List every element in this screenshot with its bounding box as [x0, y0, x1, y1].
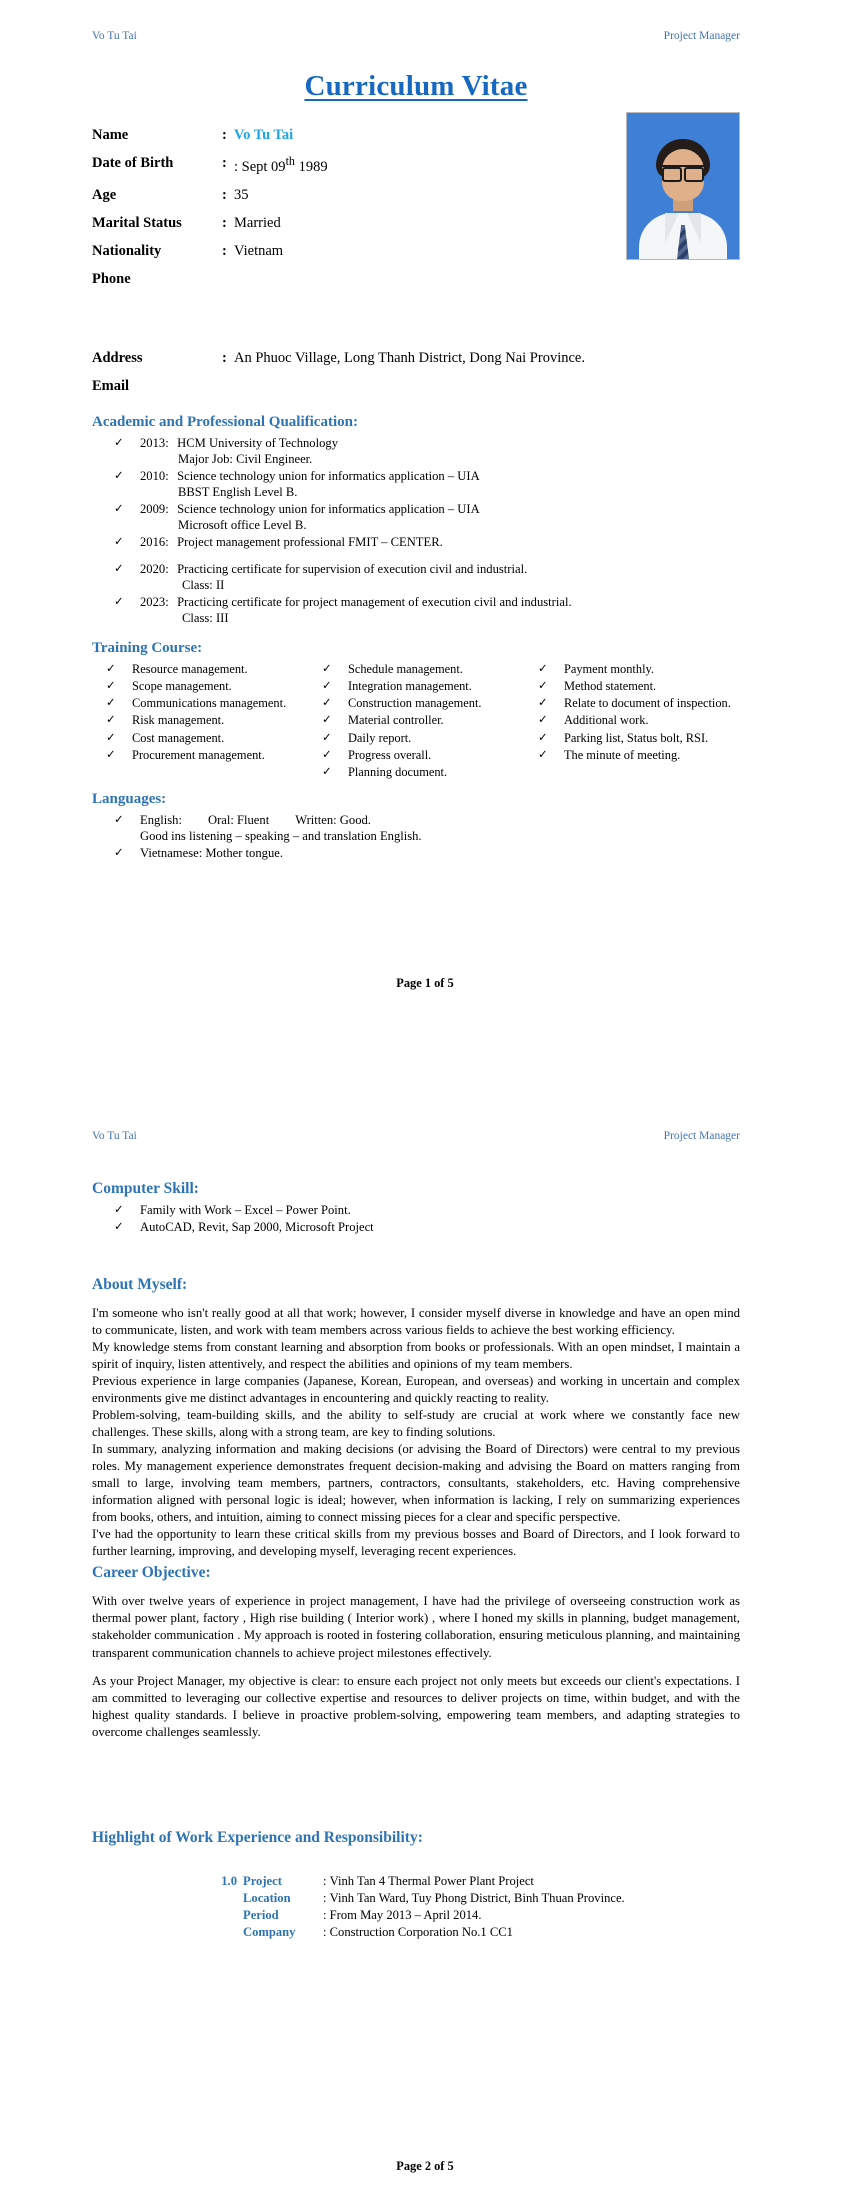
list-item — [538, 747, 740, 763]
list-item — [322, 730, 524, 746]
check-icon: ✓ — [106, 661, 116, 676]
list-item — [106, 712, 308, 728]
check-icon: ✓ — [106, 729, 116, 744]
check-icon: ✓ — [537, 661, 548, 676]
list-item — [114, 468, 740, 500]
about-myself-body — [92, 1305, 740, 1560]
info-colon: : — [222, 155, 227, 172]
document-title — [92, 70, 740, 103]
experience-value-location: : Vinh Tan Ward, Tuy Phong District, Binh Thuan Province. — [323, 1890, 625, 1905]
academic-list — [92, 435, 740, 551]
check-icon: ✓ — [114, 1219, 124, 1234]
experience-value-company: : Construction Corporation No.1 CC1 — [323, 1924, 513, 1939]
info-label-age: Age — [92, 187, 117, 204]
check-icon: ✓ — [537, 746, 548, 761]
academic-text: Project management professional FMIT – CENTER. — [177, 535, 443, 550]
certificate-class: Class: II — [182, 577, 225, 592]
experience-key-location: Location — [243, 1890, 291, 1905]
training-item-label: Resource management. — [132, 662, 248, 677]
check-icon: ✓ — [114, 1202, 124, 1216]
info-colon: : — [222, 127, 227, 143]
check-icon: ✓ — [321, 661, 332, 676]
training-item-label: Risk management. — [132, 713, 225, 728]
page-2 — [0, 1100, 850, 2200]
about-paragraph: In summary, analyzing information and making decisions (or advising the Board of Directors) were central to my previous roles. My management experience demonstrates frequent decision-making and advising the Board on matters ranging from small to large, involving team members, partners, contractors, consultants, stakeholders, etc. Having comprehensive information aligned with personal logic is ideal; however, when information is lacking, I rely on summarizing experiences from books, others, and intuition, aiming to connect missing pieces for a clear and specific perspective. — [92, 1442, 740, 1525]
info-label-marital-status: Marital Status — [92, 215, 182, 232]
academic-year: 2010: — [140, 469, 169, 484]
list-item — [106, 661, 308, 677]
training-list-1 — [92, 661, 308, 763]
check-icon: ✓ — [537, 712, 548, 727]
academic-subtext: Major Job: Civil Engineer. — [178, 451, 313, 466]
career-paragraph: With over twelve years of experience in project management, I have had the privilege of overseeing construction work as thermal power plant, factory , High rise building ( Interior work) , where I honed my skills in planning, budget management, stakeholder communication . My approach is rooted in fostering collaboration, ensuring meticulous planning, and maintaining transparent communication channels to achieve project milestones effectively. — [92, 1594, 740, 1660]
list-item — [106, 730, 308, 746]
info-label-name: Name — [92, 127, 129, 143]
check-icon: ✓ — [537, 729, 548, 744]
check-icon: ✓ — [321, 763, 332, 778]
table-row — [207, 1873, 625, 1890]
training-column-1 — [92, 661, 308, 781]
training-item-label: Method statement. — [563, 679, 657, 694]
career-paragraph: As your Project Manager, my objective is clear: to ensure each project not only meets but exceeds our client's expectations. I am committed to leveraging our collective expertise and resources to deliver projects on time, within budget, and with the highest quality standards. I believe in proactive problem-solving, empowering team members, and adapting strategies to overcome challenges seamlessly. — [92, 1673, 740, 1739]
training-item-label: Construction management. — [347, 696, 482, 711]
training-columns — [92, 661, 740, 781]
language-english — [140, 813, 371, 827]
experience-key-company: Company — [243, 1924, 296, 1939]
list-item — [106, 678, 308, 694]
list-item — [322, 712, 524, 728]
table-row — [92, 237, 532, 265]
info-value-nationality: Vietnam — [234, 243, 284, 260]
page-1-footer: Page 1 of 5 — [396, 976, 454, 990]
training-column-2 — [308, 661, 524, 781]
info-label-dob: Date of Birth — [92, 155, 174, 172]
list-item — [114, 1219, 740, 1235]
academic-year: 2013: — [140, 435, 169, 450]
check-icon: ✓ — [114, 501, 124, 516]
english-oral: Oral: Fluent — [207, 812, 270, 827]
personal-info-table — [92, 121, 532, 294]
list-item — [114, 845, 740, 861]
table-row — [92, 372, 712, 400]
experience-entry — [207, 1873, 740, 1941]
computer-skill-text: AutoCAD, Revit, Sap 2000, Microsoft Project — [140, 1220, 374, 1235]
photo-collar-right — [687, 213, 701, 243]
info-colon — [222, 372, 234, 400]
info-label-email: Email — [92, 377, 130, 394]
training-item-label: Schedule management. — [347, 662, 463, 677]
running-header-left: Vo Tu Tai — [92, 30, 137, 42]
certificate-year: 2020: — [140, 561, 169, 576]
academic-year: 2009: — [140, 502, 169, 517]
info-colon: : — [222, 187, 227, 204]
certificate-year: 2023: — [140, 594, 169, 609]
list-item — [106, 695, 308, 711]
check-icon: ✓ — [114, 593, 124, 608]
check-icon: ✓ — [114, 560, 124, 575]
info-value-age: 35 — [234, 187, 249, 204]
photo-collar-left — [665, 213, 679, 243]
list-item — [114, 534, 740, 550]
english-written: Written: Good. — [295, 812, 371, 827]
training-column-3 — [524, 661, 740, 781]
training-item-label: The minute of meeting. — [563, 747, 681, 762]
training-item-label: Daily report. — [347, 730, 412, 745]
certificate-class: Class: III — [182, 610, 229, 625]
academic-subtext: BBST English Level B. — [178, 485, 298, 500]
list-item — [538, 661, 740, 677]
training-item-label: Parking list, Status bolt, RSI. — [563, 730, 709, 745]
list-item — [114, 435, 740, 467]
certificate-list — [92, 561, 740, 626]
academic-text: HCM University of Technology — [177, 435, 338, 450]
about-paragraph: I'm someone who isn't really good at all that work; however, I consider myself diverse in knowledge and have an open mind to communicate, listen, and work with team members across various fields to achieve the best working efficiency. — [92, 1306, 740, 1338]
english-label: English: — [140, 812, 182, 827]
section-heading-languages: Languages: — [92, 790, 167, 807]
experience-table — [207, 1873, 625, 1941]
table-row — [92, 149, 532, 181]
list-item — [538, 712, 740, 728]
info-value-address: An Phuoc Village, Long Thanh District, Dong Nai Province. — [234, 349, 585, 366]
glasses-icon — [661, 165, 705, 179]
check-icon: ✓ — [114, 845, 124, 860]
list-item — [114, 594, 740, 626]
info-colon — [222, 265, 234, 293]
about-paragraph: Previous experience in large companies (Japanese, Korean, European, and overseas) and working in uncertain and complex environments give me distinct advantages in encountering and quickly reacting to reality. — [92, 1374, 740, 1406]
academic-text: Science technology union for informatics application – UIA — [177, 502, 480, 517]
training-item-label: Relate to document of inspection. — [563, 696, 731, 711]
check-icon: ✓ — [106, 746, 116, 761]
page-2-footer: Page 2 of 5 — [396, 2159, 454, 2173]
experience-number: 1.0 — [221, 1873, 237, 1888]
training-list-2 — [308, 661, 524, 780]
about-paragraph: My knowledge stems from constant learning and absorption from books or professionals. With an open mindset, I maintain a spirit of inquiry, listen attentively, and respect the abilities and opinions of my team members. — [92, 1340, 740, 1372]
training-item-label: Planning document. — [347, 764, 448, 779]
list-item — [322, 695, 524, 711]
experience-key-project: Project — [243, 1873, 282, 1888]
academic-year: 2016: — [140, 535, 169, 550]
table-row — [207, 1907, 625, 1924]
section-heading-about-myself: About Myself: — [92, 1276, 188, 1294]
info-colon: : — [222, 349, 227, 366]
document-title-text: Curriculum Vitae — [304, 70, 528, 102]
list-item — [538, 695, 740, 711]
experience-number-spacer — [207, 1907, 243, 1924]
training-item-label: Additional work. — [563, 713, 649, 728]
training-item-label: Payment monthly. — [563, 662, 654, 677]
list-item — [322, 764, 524, 780]
check-icon: ✓ — [321, 678, 332, 693]
section-heading-training: Training Course: — [92, 640, 203, 657]
list-item — [538, 730, 740, 746]
certificate-text: Practicing certificate for supervision of execution civil and industrial. — [177, 561, 528, 576]
english-note: Good ins listening – speaking – and translation English. — [140, 829, 422, 844]
languages-list — [92, 812, 740, 862]
experience-number-spacer — [207, 1924, 243, 1941]
check-icon: ✓ — [106, 712, 116, 727]
training-list-3 — [524, 661, 740, 763]
list-item — [114, 561, 740, 593]
check-icon: ✓ — [114, 434, 124, 449]
certificate-text: Practicing certificate for project management of execution civil and industrial. — [177, 594, 572, 609]
check-icon: ✓ — [106, 695, 116, 710]
check-icon: ✓ — [321, 695, 332, 710]
info-value-email — [234, 372, 712, 400]
table-row — [92, 344, 712, 372]
language-vietnamese: Vietnamese: Mother tongue. — [140, 846, 283, 861]
info-label-nationality: Nationality — [92, 243, 162, 260]
check-icon: ✓ — [114, 534, 124, 549]
list-item — [114, 501, 740, 533]
check-icon: ✓ — [321, 712, 332, 727]
section-heading-computer-skill: Computer Skill: — [92, 1180, 199, 1197]
section-heading-work-experience: Highlight of Work Experience and Responsibility: — [92, 1828, 423, 1846]
table-row — [92, 265, 532, 293]
training-item-label: Integration management. — [347, 679, 472, 694]
portrait-photo — [626, 112, 740, 260]
training-item-label: Progress overall. — [347, 747, 432, 762]
list-item — [106, 747, 308, 763]
running-header — [92, 30, 740, 42]
running-header — [92, 1130, 740, 1142]
computer-skill-text: Family with Work – Excel – Power Point. — [140, 1203, 351, 1217]
info-value-name: Vo Tu Tai — [234, 127, 294, 143]
check-icon: ✓ — [537, 695, 548, 710]
training-item-label: Procurement management. — [132, 747, 265, 762]
experience-number-spacer — [207, 1890, 243, 1907]
list-item — [538, 678, 740, 694]
about-paragraph: I've had the opportunity to learn these critical skills from my previous bosses and Board of Directors, and I look forward to further learning, improving, and developing myself, leveraging recent experiences. — [92, 1527, 740, 1559]
section-heading-academic: Academic and Professional Qualification: — [92, 413, 358, 430]
list-item — [114, 812, 740, 844]
table-row — [207, 1924, 625, 1941]
experience-key-period: Period — [243, 1907, 279, 1922]
computer-skill-list — [92, 1202, 740, 1235]
table-row — [207, 1890, 625, 1907]
list-item — [322, 747, 524, 763]
academic-subtext: Microsoft office Level B. — [178, 518, 307, 533]
training-item-label: Communications management. — [132, 696, 287, 711]
info-label-address: Address — [92, 349, 143, 366]
table-row — [92, 121, 532, 149]
training-item-label: Scope management. — [132, 679, 232, 694]
info-value-marital-status: Married — [234, 215, 281, 232]
experience-value-project: : Vinh Tan 4 Thermal Power Plant Project — [323, 1873, 534, 1888]
check-icon: ✓ — [321, 746, 332, 761]
check-icon: ✓ — [114, 811, 124, 826]
check-icon: ✓ — [114, 468, 124, 483]
list-item — [322, 678, 524, 694]
table-row — [92, 181, 532, 209]
about-paragraph: Problem-solving, team-building skills, and the ability to self-study are crucial at work where we constantly face new challenges. These skills, along with a strong team, are key to finding solutions. — [92, 1408, 740, 1440]
info-colon: : — [222, 243, 227, 260]
training-item-label: Cost management. — [132, 730, 225, 745]
experience-value-period: : From May 2013 – April 2014. — [323, 1907, 482, 1922]
check-icon: ✓ — [106, 678, 116, 693]
check-icon: ✓ — [537, 678, 548, 693]
career-objective-body — [92, 1593, 740, 1740]
info-label-phone: Phone — [92, 271, 131, 288]
list-item — [114, 1202, 740, 1218]
training-item-label: Material controller. — [347, 713, 444, 728]
info-value-phone — [234, 265, 532, 293]
table-row — [92, 209, 532, 237]
contact-info-table — [92, 344, 712, 400]
section-heading-career-objective: Career Objective: — [92, 1564, 211, 1582]
academic-text: Science technology union for informatics application – UIA — [177, 469, 480, 484]
running-header-right: Project Manager — [663, 30, 740, 42]
list-item — [322, 661, 524, 677]
info-value-dob: : Sept 09th 1989 — [234, 154, 328, 175]
running-header-left: Vo Tu Tai — [92, 1130, 137, 1142]
running-header-right: Project Manager — [663, 1130, 740, 1142]
info-colon: : — [222, 215, 227, 232]
check-icon: ✓ — [321, 729, 332, 744]
